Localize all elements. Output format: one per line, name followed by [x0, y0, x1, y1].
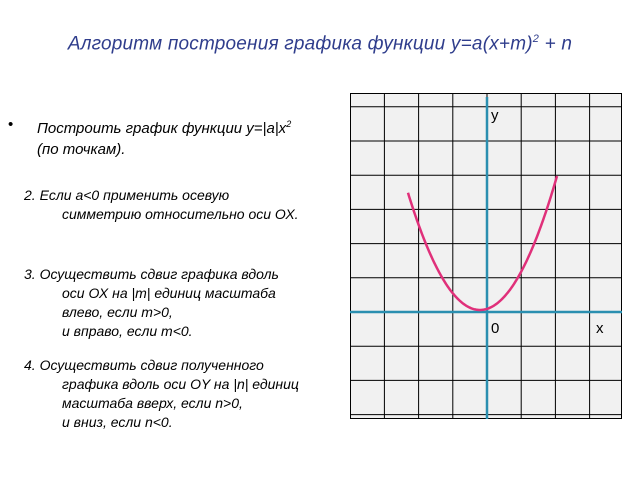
origin-label: 0: [491, 320, 500, 337]
x-axis-label: x: [596, 320, 604, 337]
step-4-line-3: масштаба вверх, если n>0,: [62, 395, 243, 411]
bullet-continuation: (по точкам).: [37, 141, 126, 158]
step-2: [24, 186, 344, 224]
title-tail: + n: [539, 33, 573, 55]
step-3: [24, 265, 344, 341]
step-2-line-1: 2. Если a<0 применить осевую: [24, 187, 230, 203]
step-2-line-2: симметрию относительно оси ОХ.: [62, 206, 299, 222]
step-3-line-3: влево, если m>0,: [62, 304, 173, 320]
title-main: Алгоритм построения графика функции y=a(x+m): [67, 33, 533, 55]
step-4: [24, 356, 344, 432]
bullet-item: [8, 114, 348, 160]
step-4-line-2: графика вдоль оси OY на |n| единиц: [62, 376, 299, 392]
step-3-line-1: 3. Осуществить сдвиг графика вдоль: [24, 266, 279, 282]
bullet-main: Построить график функции y=|a|x: [37, 120, 287, 137]
step-4-line-1: 4. Осуществить сдвиг полученного: [24, 357, 264, 373]
step-3-line-2: оси ОХ на |m| единиц масштаба: [62, 285, 276, 301]
slide-title: [0, 33, 640, 55]
step-3-line-4: и вправо, если m<0.: [62, 323, 193, 339]
bullet-mark: •: [8, 116, 14, 133]
parabola-graph: [350, 93, 622, 419]
step-4-line-4: и вниз, если n<0.: [62, 414, 173, 430]
title-exponent: 2: [532, 33, 540, 45]
bullet-text: [8, 114, 348, 160]
bullet-exponent: 2: [286, 119, 292, 129]
y-axis-label: y: [491, 107, 499, 124]
